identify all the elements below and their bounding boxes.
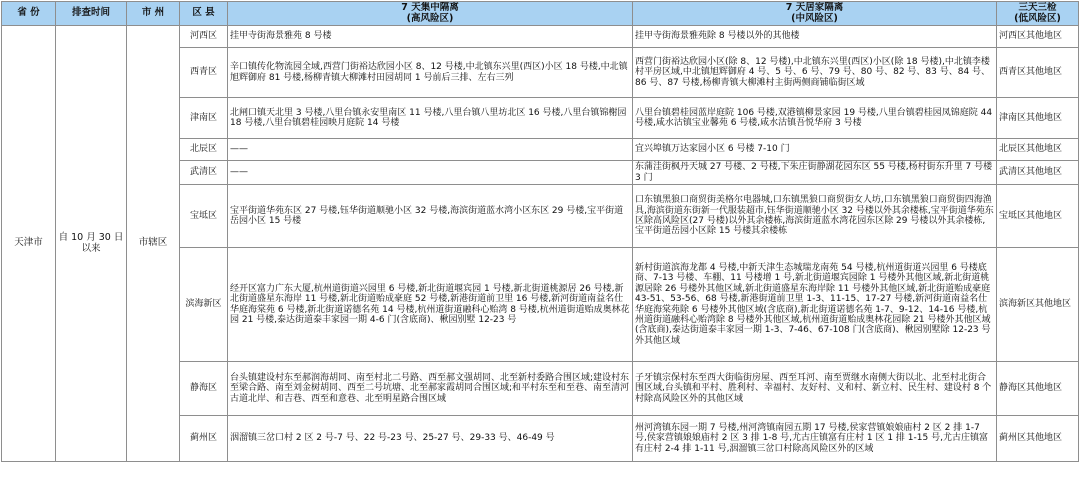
- three-day-cell: 河西区其他地区: [997, 26, 1079, 48]
- risk-area-table: [1, 1, 1079, 462]
- header-three-day-check: 三天三检 (低风险区): [997, 2, 1079, 26]
- district-cell: 静海区: [180, 362, 228, 416]
- district-cell: 河西区: [180, 26, 228, 48]
- centralized-cell: 宝平街道华苑东区 27 号楼,钰华街道顺驰小区 32 号楼,海滨街道蓝水湾小区东区 29 号楼,宝平街道岳园小区 15 号楼: [228, 185, 633, 248]
- centralized-cell: 经开区富力广东大厦,杭州道街道兴园里 6 号楼,新北街道堰宾园 1 号楼,新北街道桃源居 26 号楼,新北街道盛星东海岸 11 号楼,新北街道贻成豪庭 52 号楼,新港街道前卫里 16 号楼,新河街道南益名仕华庭海棠苑 6 号楼,新北街道诺德名苑 14 号楼,杭州道街道融科心贻湾 8 号楼,杭州道街道贻成奥林花园 21 号楼,泰达街道泰丰家园一期 4-6 门(含底商)、楸园别墅 12-23 号: [228, 248, 633, 362]
- province-cell: 天津市: [2, 26, 56, 462]
- three-day-cell: 宝坻区其他地区: [997, 185, 1079, 248]
- district-cell: 西青区: [180, 48, 228, 98]
- header-centralized-isolation: 7 天集中隔离 (高风险区): [228, 2, 633, 26]
- check-time-cell: 自 10 月 30 日以来: [56, 26, 127, 462]
- home-cell: 州河湾镇东园一期 7 号楼,州河湾镇南园五期 17 号楼,侯家营镇娘娘庙村 2 区 2 排 1-7 号,侯家营镇娘娘庙村 2 区 3 排 1-8 号,尤古庄镇富有庄村 1 区 1 排 1-15 号,尤古庄镇富有庄村 2-4 排 1-11 号,洇溜镇三岔口村除高风险区外的区域: [633, 416, 997, 462]
- header-city: 市 州: [127, 2, 180, 26]
- home-cell: 西营门街裕达欣园小区(除 8、12 号楼),中北镇东兴里(西区)小区(除 18 号楼),中北镇李楼村平房区域,中北镇旭辉御府 4 号、5 号、6 号、79 号、80 号、82 号、83 号、84 号、86 号、87 号楼,杨柳青镇大柳滩村主街两侧商铺临街区域: [633, 48, 997, 98]
- home-cell: 八里台镇碧桂园蓝岸庭院 106 号楼,双港镇柳景家园 19 号楼,八里台镇碧桂园凤锦庭院 44 号楼,咸水沽镇宝业馨苑 6 号楼,咸水沽镇吾悦华府 3 号楼: [633, 98, 997, 139]
- home-cell: 子牙镇宗保村东至西大街临街房屋、西至耳河、南至贾继水南侧大街以北、北至村北街合围区域,台头镇和平村、胜利村、幸福村、友好村、义和村、新立村、民生村、建设村 8 个村除高风险区外的其他区域: [633, 362, 997, 416]
- centralized-cell: ——: [228, 161, 633, 185]
- header-province: 省 份: [2, 2, 56, 26]
- page: [0, 1, 1080, 484]
- table-row: [2, 26, 1079, 48]
- header-home-isolation: 7 天居家隔离 (中风险区): [633, 2, 997, 26]
- district-cell: 武清区: [180, 161, 228, 185]
- three-day-cell: 滨海新区其他地区: [997, 248, 1079, 362]
- district-cell: 津南区: [180, 98, 228, 139]
- home-cell: 口东镇黑狼口商贸街美格尔电器城,口东镇黑狼口商贸街女人坊,口东镇黑狼口商贸街四海渔具,海滨街道东街新一代服装超市,钰华街道顺驰小区 32 号楼以外其余楼栋,宝平街道华苑东区除高风险区(27 号楼)以外其余楼栋,海滨街道蓝水湾花园东区除 29 号楼以外其余楼栋,宝平街道岳园小区除 15 号楼其余楼栋: [633, 185, 997, 248]
- district-cell: 蓟州区: [180, 416, 228, 462]
- district-cell: 北辰区: [180, 139, 228, 161]
- centralized-cell: 台头镇建设村东至郝润海胡同、南至村北二号路、西至郝文强胡同、北至新村委路合围区域;建设村东至梁合路、南至刘金树胡同、西至二号坑塘、北至郝家霞胡同合围区域;和平村东至和至巷、南至清河古道北岸、和吉巷、西至和意巷、北至明星路合围区域: [228, 362, 633, 416]
- district-cell: 滨海新区: [180, 248, 228, 362]
- city-cell: 市辖区: [127, 26, 180, 462]
- centralized-cell: 洇溜镇三岔口村 2 区 2 号-7 号、22 号-23 号、25-27 号、29-33 号、46-49 号: [228, 416, 633, 462]
- three-day-cell: 北辰区其他地区: [997, 139, 1079, 161]
- home-cell: 挂甲寺街海景雅苑除 8 号楼以外的其他楼: [633, 26, 997, 48]
- centralized-cell: 北闸口镇天北里 3 号楼,八里台镇永安里南区 11 号楼,八里台镇八里坊北区 16 号楼,八里台镇锦榭园 18 号楼,八里台镇碧桂园映月庭院 14 号楼: [228, 98, 633, 139]
- centralized-cell: ——: [228, 139, 633, 161]
- header-district: 区 县: [180, 2, 228, 26]
- home-cell: 宜兴埠镇万达家园小区 6 号楼 7-10 门: [633, 139, 997, 161]
- home-cell: 新村街道滨海龙都 4 号楼,中新天津生态城瑞龙南苑 54 号楼,杭州道街道兴园里 6 号楼底商、7-13 号楼、车棚、11 号楼增 1 号,新北街道堰宾园除 1 号楼外其他区域,新北街道桃源居除 26 号楼外其他区域,新北街道盛星东海岸除 11 号楼外其他区域,新北街道贻成豪庭 43-51、53-56、68 号楼,新港街道前卫里 1-3、11-15、17-27 号楼,新河街道南益名仕华庭海棠苑除 6 号楼外其他区域(含底商),新北街道诺德名苑 1-7、9-12、14-16 号楼,杭州道街道融科心贻湾除 8 号楼外其他区域,杭州道街道贻成奥林花园除 21 号楼外其他区域(含底商),泰达街道泰丰家园一期 1-3、7-46、67-108 门(含底商)、楸园别墅除 12-23 号外其他区域: [633, 248, 997, 362]
- three-day-cell: 静海区其他地区: [997, 362, 1079, 416]
- district-cell: 宝坻区: [180, 185, 228, 248]
- three-day-cell: 蓟州区其他地区: [997, 416, 1079, 462]
- header-row: [2, 2, 1079, 26]
- centralized-cell: 挂甲寺街海景雅苑 8 号楼: [228, 26, 633, 48]
- three-day-cell: 津南区其他地区: [997, 98, 1079, 139]
- home-cell: 东蒲洼街枫丹天城 27 号楼、2 号楼,下朱庄街静湖花园东区 55 号楼,杨村街东升里 7 号楼 3 门: [633, 161, 997, 185]
- three-day-cell: 武清区其他地区: [997, 161, 1079, 185]
- three-day-cell: 西青区其他地区: [997, 48, 1079, 98]
- centralized-cell: 辛口镇传化物流园全域,西营门街裕达欣园小区 8、12 号楼,中北镇东兴里(西区)小区 18 号楼,中北镇旭辉御府 81 号楼,杨柳青镇大柳滩村田园胡同 1 号前后三排、左右三列: [228, 48, 633, 98]
- header-check-time: 排查时间: [56, 2, 127, 26]
